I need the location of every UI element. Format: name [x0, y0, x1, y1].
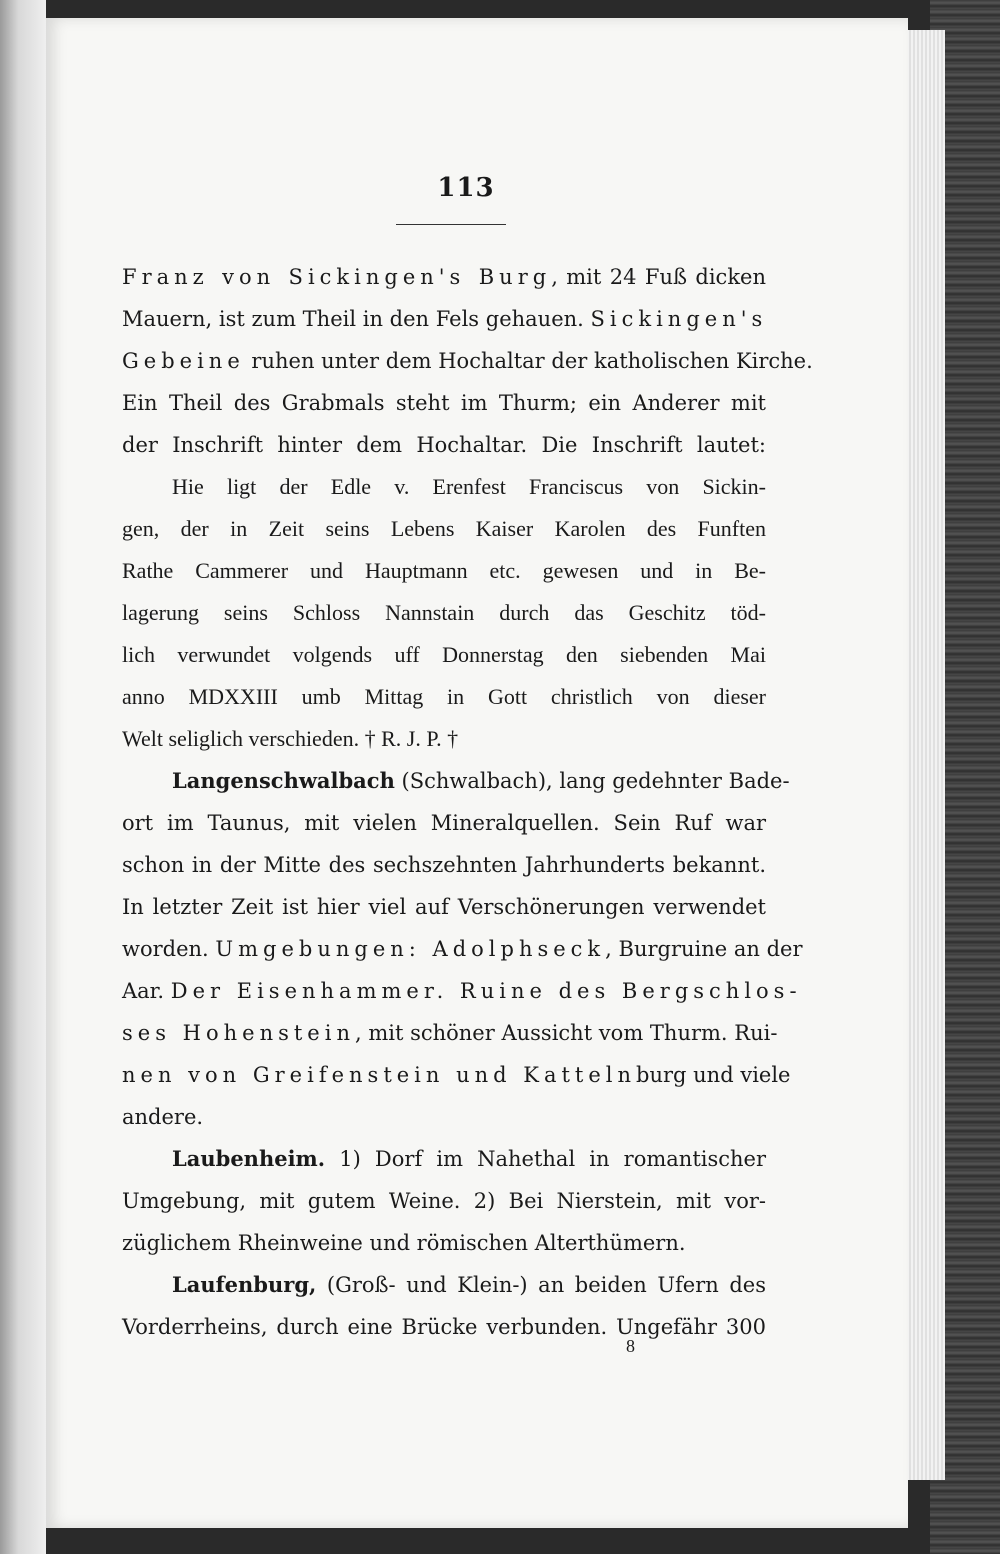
page-number: 113 [437, 173, 495, 203]
inscription-line: anno MDXXIII umb Mittag in Gott christlich von dieser [122, 684, 766, 709]
text-line: Gebeine ruhen unter dem Hochaltar der katholischen Kirche. [122, 349, 813, 373]
entry-heading: Langenschwalbach [172, 768, 395, 793]
inscription-line: gen, der in Zeit seins Lebens Kaiser Karolen des Funften [122, 516, 766, 541]
signature-mark: 8 [626, 1336, 635, 1356]
text-line: Vorderrheins, durch eine Brücke verbunden. Ungefähr 300 [122, 1315, 766, 1339]
entry-heading: Laufenburg, [172, 1272, 317, 1297]
header-rule [396, 224, 506, 225]
book-gutter-left [0, 0, 46, 1554]
text-line: Ein Theil des Grabmals steht im Thurm; ein Anderer mit [122, 391, 766, 415]
text-line: Mauern, ist zum Theil in den Fels gehauen. Sickingen's [122, 307, 768, 331]
entry-heading: Laubenheim. [172, 1146, 326, 1171]
inscription-line: lagerung seins Schloss Nannstain durch das Geschitz töd- [122, 600, 766, 625]
book-page [46, 18, 908, 1528]
inscription-line: Welt seliglich verschieden. † R. J. P. † [122, 726, 459, 751]
text-line: ort im Taunus, mit vielen Mineralquellen. Sein Ruf war [122, 811, 766, 835]
text-line: andere. [122, 1105, 204, 1129]
text-line: ses Hohenstein, mit schöner Aussicht vom Thurm. Rui- [122, 1021, 778, 1045]
text-line: nen von Greifenstein und Kattelnburg und viele [122, 1063, 791, 1087]
entry-laubenheim: Laubenheim. 1) Dorf im Nahethal in romantischer [172, 1146, 766, 1171]
inscription-line: lich verwundet volgends uff Donnerstag den siebenden Mai [122, 642, 766, 667]
page-text [122, 256, 813, 1348]
inscription-line: Rathe Cammerer und Hauptmann etc. gewesen und in Be- [122, 558, 766, 583]
entry-laufenburg: Laufenburg, (Groß- und Klein-) an beiden Ufern des [172, 1272, 766, 1297]
text-line: schon in der Mitte des sechszehnten Jahrhunderts bekannt. [122, 853, 766, 877]
inscription-line: Hie ligt der Edle v. Erenfest Franciscus von Sickin- [172, 474, 766, 499]
page-stack-edge [905, 30, 945, 1480]
text-line: der Inschrift hinter dem Hochaltar. Die Inschrift lautet: [122, 433, 766, 457]
text-line: In letzter Zeit ist hier viel auf Verschönerungen verwendet [122, 895, 766, 919]
text-line: Aar. Der Eisenhammer. Ruine des Bergschlos- [122, 979, 802, 1003]
entry-langenschwalbach: Langenschwalbach (Schwalbach), lang gedehnter Bade- [172, 768, 790, 793]
text-line: Franz von Sickingen's Burg, mit 24 Fuß dicken [122, 265, 766, 289]
text-line: worden. Umgebungen: Adolphseck, Burgruine an der [122, 937, 803, 961]
text-line: züglichem Rheinweine und römischen Alterthümern. [122, 1231, 686, 1255]
text-line: Umgebung, mit gutem Weine. 2) Bei Nierstein, mit vor- [122, 1189, 766, 1213]
